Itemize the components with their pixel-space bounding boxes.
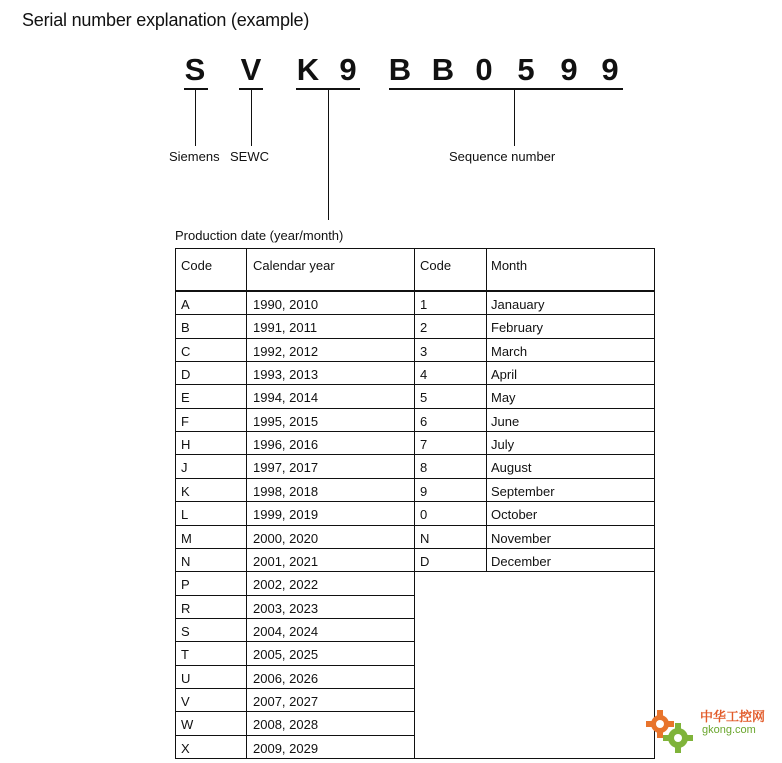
row-divider <box>414 408 655 409</box>
row-divider <box>414 478 655 479</box>
month-code-cell: 2 <box>420 320 428 336</box>
month-code-cell: 3 <box>420 343 428 359</box>
year-code-cell: M <box>181 530 192 546</box>
year-code-cell: U <box>181 670 191 686</box>
siemens-connector <box>195 90 196 146</box>
serial-char: 5 <box>517 52 535 87</box>
year-code-cell: T <box>181 647 189 663</box>
serial-char: S <box>184 52 206 87</box>
row-divider <box>414 454 655 455</box>
calendar-year-cell: 1990, 2010 <box>253 297 319 312</box>
month-cell: December <box>491 553 551 569</box>
serial-char: 0 <box>475 52 493 87</box>
watermark <box>640 702 780 758</box>
month-cell: February <box>491 320 544 336</box>
year-code-cell: H <box>181 437 191 453</box>
row-divider <box>414 384 655 385</box>
year-code-cell: V <box>181 693 190 709</box>
sequence-underline <box>389 88 623 90</box>
calendar-year-cell: 2003, 2023 <box>253 600 319 616</box>
month-code-cell: 0 <box>420 507 428 523</box>
month-cell: November <box>491 530 551 546</box>
header-calendar-year: Calendar year <box>253 258 335 273</box>
serial-char: B <box>431 52 455 87</box>
month-cell: September <box>491 483 555 499</box>
month-code-cell: 8 <box>420 460 428 476</box>
calendar-year-cell: 1999, 2019 <box>253 507 319 523</box>
calendar-year-cell: 2007, 2027 <box>253 693 319 709</box>
year-code-cell: L <box>181 507 189 523</box>
month-cell: June <box>491 413 520 429</box>
month-code-cell: 6 <box>420 413 428 429</box>
calendar-year-cell: 2002, 2022 <box>253 577 319 593</box>
month-cell: April <box>491 367 518 383</box>
calendar-year-cell: 1996, 2016 <box>253 437 319 453</box>
serial-char: B <box>388 52 412 87</box>
serial-char: V <box>240 52 262 87</box>
year-code-cell: R <box>181 600 191 616</box>
year-code-cell: E <box>181 390 190 406</box>
year-code-cell: P <box>181 577 190 593</box>
month-cell: July <box>491 437 515 453</box>
serial-char: 9 <box>601 52 619 87</box>
column-divider <box>246 248 247 758</box>
watermark-domain: gkong.com <box>702 724 756 736</box>
calendar-year-cell: 2004, 2024 <box>253 623 319 639</box>
year-code-cell: J <box>181 460 188 476</box>
month-cell: Janauary <box>491 297 545 312</box>
calendar-year-cell: 1997, 2017 <box>253 460 319 476</box>
header-divider <box>175 290 655 292</box>
gear-icon <box>640 702 700 758</box>
year-code-cell: K <box>181 483 190 499</box>
page-title: Serial number explanation (example) <box>22 10 310 30</box>
month-code-cell: D <box>420 553 430 569</box>
calendar-year-cell: 1992, 2012 <box>253 343 319 359</box>
calendar-year-cell: 1993, 2013 <box>253 367 319 383</box>
row-divider <box>414 431 655 432</box>
sewc-label: SEWC <box>230 149 269 164</box>
month-code-cell: N <box>420 530 430 546</box>
month-cell: August <box>491 460 532 476</box>
sequence-label: Sequence number <box>449 149 556 164</box>
siemens-underline <box>184 88 208 90</box>
watermark-brand: 中华工控网 <box>700 709 766 724</box>
month-code-cell: 5 <box>420 390 428 406</box>
month-code-cell: 9 <box>420 483 428 499</box>
sequence-connector <box>514 90 515 146</box>
year-code-cell: F <box>181 413 189 429</box>
serial-char: 9 <box>560 52 578 87</box>
month-cell: May <box>491 390 516 406</box>
year-code-cell: W <box>181 717 194 733</box>
calendar-year-cell: 2000, 2020 <box>253 530 319 546</box>
production-date-caption: Production date (year/month) <box>175 228 344 243</box>
month-code-cell: 7 <box>420 437 428 453</box>
year-code-cell: A <box>181 297 190 312</box>
year-code-cell: C <box>181 343 191 359</box>
calendar-year-cell: 2005, 2025 <box>253 647 319 663</box>
siemens-label: Siemens <box>169 149 220 164</box>
calendar-year-cell: 2006, 2026 <box>253 670 319 686</box>
year-code-cell: D <box>181 367 191 383</box>
header-month: Month <box>491 258 528 273</box>
row-divider <box>414 361 655 362</box>
month-cell: March <box>491 343 528 359</box>
serial-char: K <box>296 52 320 87</box>
column-divider <box>486 248 487 571</box>
calendar-year-cell: 1998, 2018 <box>253 483 319 499</box>
calendar-year-cell: 1991, 2011 <box>253 320 318 336</box>
calendar-year-cell: 2008, 2028 <box>253 717 319 733</box>
calendar-year-cell: 2001, 2021 <box>253 553 319 569</box>
sewc-connector <box>251 90 252 146</box>
year-code-cell: B <box>181 320 190 336</box>
year-code-cell: S <box>181 623 190 639</box>
year-code-cell: N <box>181 553 191 569</box>
header-code: Code <box>420 258 452 273</box>
column-divider <box>414 248 415 758</box>
header-code: Code <box>181 258 213 273</box>
table-frame <box>175 248 655 759</box>
month-cell: October <box>491 507 538 523</box>
calendar-year-cell: 1995, 2015 <box>253 413 319 429</box>
month-code-cell: 1 <box>420 297 428 312</box>
month-code-cell: 4 <box>420 367 428 383</box>
calendar-year-cell: 2009, 2029 <box>253 740 319 756</box>
year-code-cell: X <box>181 740 190 756</box>
date-connector <box>328 90 329 220</box>
calendar-year-cell: 1994, 2014 <box>253 390 319 406</box>
serial-char: 9 <box>339 52 357 87</box>
